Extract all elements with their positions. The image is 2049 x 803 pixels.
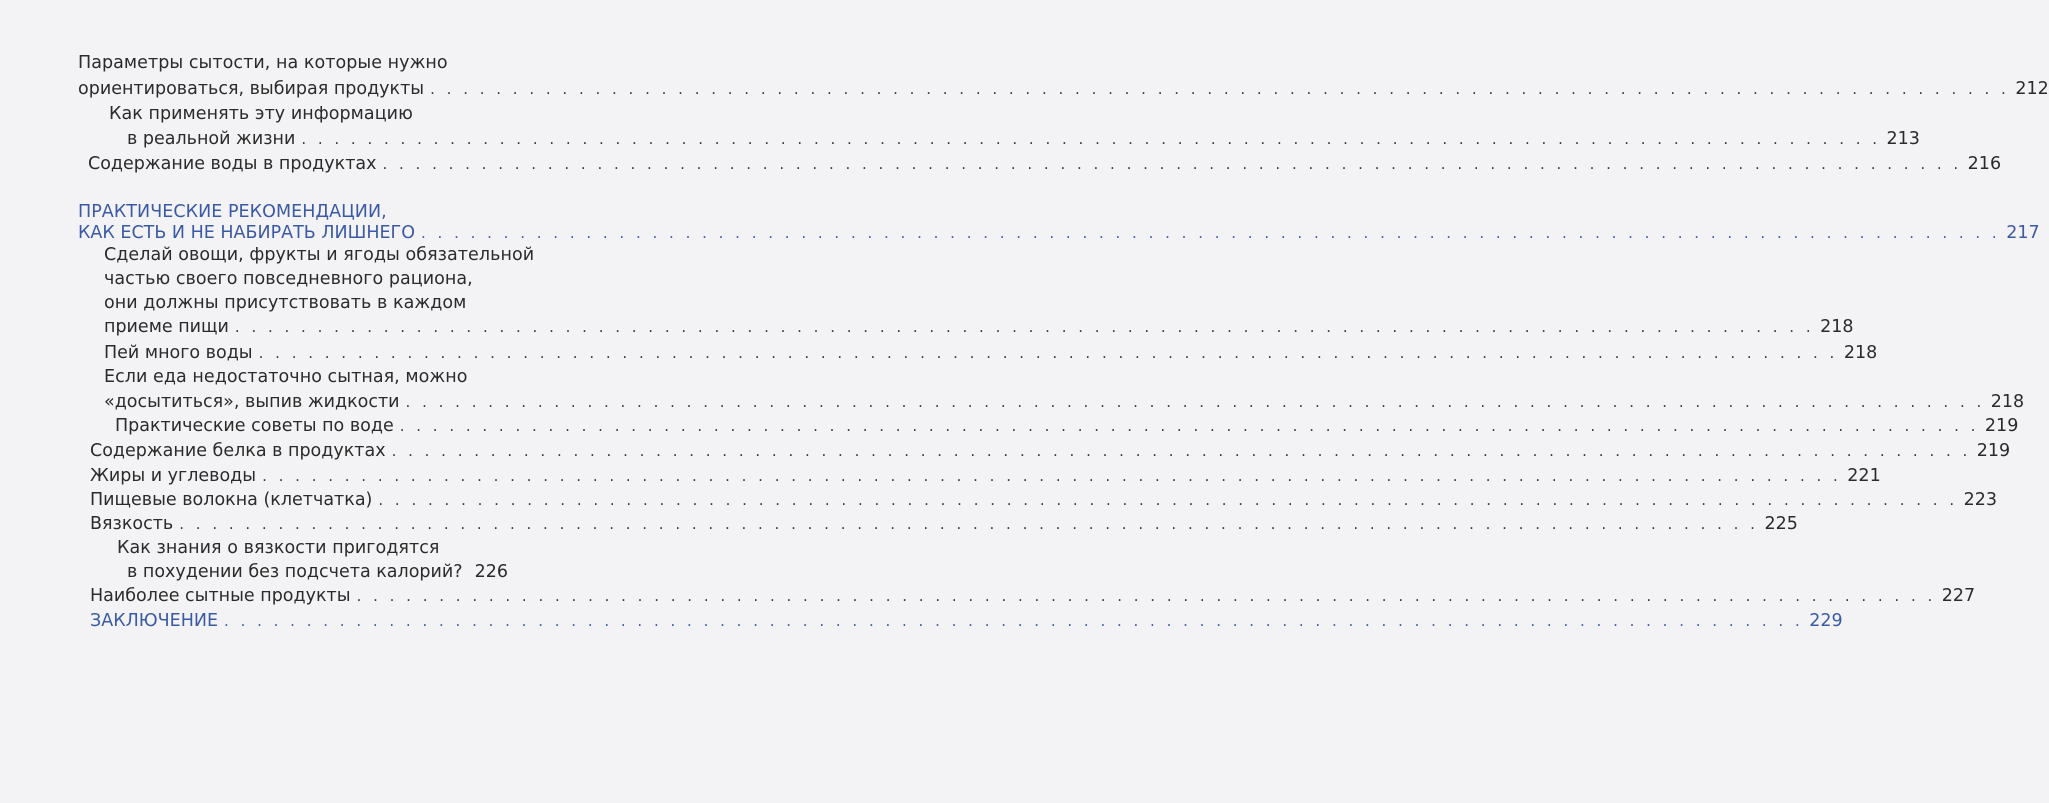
toc-entry[interactable]	[104, 342, 1878, 364]
toc-entry[interactable]	[78, 78, 2049, 100]
toc-entry-text: Наиболее сытные продукты	[90, 586, 351, 606]
leader-dots: . . . . . . . . . . . . . . . . . . . . . . . . . . . . . . . . . . . . . . . . . . . . . . . . . . . . . . . . . . . . . . . . . . . . . . . . . . . . . . . . . . . . . . . . . . . . . . . .	[262, 467, 1842, 485]
toc-entry[interactable]	[115, 415, 2019, 437]
page-number: 218	[1820, 317, 1854, 337]
toc-entry-text: Параметры сытости, на которые нужно	[78, 53, 448, 73]
toc-entry-text: Пищевые волокна (клетчатка)	[90, 490, 373, 510]
toc-entry-text: Если еда недостаточно сытная, можно	[104, 367, 468, 387]
toc-entry-text: частью своего повседневного рациона,	[104, 269, 473, 289]
toc-entry[interactable]	[104, 316, 1854, 338]
leader-dots: . . . . . . . . . . . . . . . . . . . . . . . . . . . . . . . . . . . . . . . . . . . . . . . . . . . . . . . . . . . . . . . . . . . . . . . . . . . . . . . . . . . . . . . . . . . . . . . .	[430, 80, 2010, 98]
toc-entry[interactable]	[90, 489, 1997, 511]
toc-section-entry[interactable]	[78, 222, 2040, 244]
leader-dots: . . . . . . . . . . . . . . . . . . . . . . . . . . . . . . . . . . . . . . . . . . . . . . . . . . . . . . . . . . . . . . . . . . . . . . . . . . . . . . . . . . . . . . . . . . . . . . . .	[399, 417, 1979, 435]
toc-entry-text: Содержание белка в продуктах	[90, 441, 386, 461]
toc-entry-text: Вязкость	[90, 514, 174, 534]
toc-entry-text: Содержание воды в продуктах	[88, 154, 377, 174]
leader-dots: . . . . . . . . . . . . . . . . . . . . . . . . . . . . . . . . . . . . . . . . . . . . . . . . . . . . . . . . . . . . . . . . . . . . . . . . . . . . . . . . . . . . . . . . . . . . . . . .	[258, 344, 1838, 362]
toc-entry-text: Жиры и углеводы	[90, 466, 257, 486]
toc-entry[interactable]	[90, 465, 1881, 487]
page-number: 225	[1764, 514, 1798, 534]
toc-section-entry[interactable]	[90, 610, 1843, 632]
leader-dots: . . . . . . . . . . . . . . . . . . . . . . . . . . . . . . . . . . . . . . . . . . . . . . . . . . . . . . . . . . . . . . . . . . . . . . . . . . . . . . . . . . . . . . . . . . . . . . . .	[224, 612, 1804, 630]
toc-entry-text: Сделай овощи, фрукты и ягоды обязательной	[104, 245, 535, 265]
section-heading: КАК ЕСТЬ И НЕ НАБИРАТЬ ЛИШНЕГО	[78, 223, 415, 243]
leader-dots: . . . . . . . . . . . . . . . . . . . . . . . . . . . . . . . . . . . . . . . . . . . . . . . . . . . . . . . . . . . . . . . . . . . . . . . . . . . . . . . . . . . . . . . . . . . . . . . .	[179, 515, 1759, 533]
page-number: 226	[474, 562, 508, 582]
leader-dots: . . . . . . . . . . . . . . . . . . . . . . . . . . . . . . . . . . . . . . . . . . . . . . . . . . . . . . . . . . . . . . . . . . . . . . . . . . . . . . . . . . . . . . . . . . . . . . . .	[234, 318, 1815, 336]
toc-entry[interactable]	[127, 128, 1920, 150]
toc-entry-text: они должны присутствовать в каждом	[104, 293, 467, 313]
toc-entry-text: в реальной жизни	[127, 129, 296, 149]
toc-entry[interactable]	[88, 153, 2002, 175]
page-number: 218	[1990, 392, 2025, 412]
toc-entry-text: в похудении без подсчета калорий?	[127, 562, 463, 582]
toc-entry-text: Как знания о вязкости пригодятся	[117, 538, 440, 558]
toc-entry[interactable]	[104, 391, 2025, 413]
toc-entry-text: приеме пищи	[104, 317, 229, 337]
leader-dots: . . . . . . . . . . . . . . . . . . . . . . . . . . . . . . . . . . . . . . . . . . . . . . . . . . . . . . . . . . . . . . . . . . . . . . . . . . . . . . . . . . . . . . . . . . . . . . . .	[391, 442, 1971, 460]
page-number: 219	[1984, 416, 2019, 436]
leader-dots: . . . . . . . . . . . . . . . . . . . . . . . . . . . . . . . . . . . . . . . . . . . . . . . . . . . . . . . . . . . . . . . . . . . . . . . . . . . . . . . . . . . . . . . . . . . . . . . .	[301, 130, 1881, 148]
leader-dots: . . . . . . . . . . . . . . . . . . . . . . . . . . . . . . . . . . . . . . . . . . . . . . . . . . . . . . . . . . . . . . . . . . . . . . . . . . . . . . . . . . . . . . . . . . . . . . . .	[378, 491, 1958, 509]
leader-dots: . . . . . . . . . . . . . . . . . . . . . . . . . . . . . . . . . . . . . . . . . . . . . . . . . . . . . . . . . . . . . . . . . . . . . . . . . . . . . . . . . . . . . . . . . . . . . . . .	[405, 393, 1985, 411]
toc-entry-text: Как применять эту информацию	[109, 104, 413, 124]
toc-entry-text: Пей много воды	[104, 343, 253, 363]
page-number: 212	[2015, 79, 2049, 99]
leader-dots: . . . . . . . . . . . . . . . . . . . . . . . . . . . . . . . . . . . . . . . . . . . . . . . . . . . . . . . . . . . . . . . . . . . . . . . . . . . . . . . . . . . . . . . . . . . . . . . .	[382, 155, 1962, 173]
page-number: 223	[1963, 490, 1997, 510]
page-number: 229	[1809, 611, 1843, 631]
page-number: 217	[2006, 223, 2040, 243]
page-number: 218	[1843, 343, 1878, 363]
toc-entry-text: Практические советы по воде	[115, 416, 394, 436]
section-heading: ПРАКТИЧЕСКИЕ РЕКОМЕНДАЦИИ,	[78, 202, 387, 222]
section-heading: ЗАКЛЮЧЕНИЕ	[90, 611, 219, 631]
leader-dots: . . . . . . . . . . . . . . . . . . . . . . . . . . . . . . . . . . . . . . . . . . . . . . . . . . . . . . . . . . . . . . . . . . . . . . . . . . . . . . . . . . . . . . . . . . . . . . . .	[356, 587, 1936, 605]
page-number: 227	[1941, 586, 1976, 606]
page-number: 213	[1886, 129, 1920, 149]
toc-entry[interactable]	[127, 561, 508, 583]
leader-dots: . . . . . . . . . . . . . . . . . . . . . . . . . . . . . . . . . . . . . . . . . . . . . . . . . . . . . . . . . . . . . . . . . . . . . . . . . . . . . . . . . . . . . . . . . . . . . . . .	[421, 224, 2001, 242]
page-number: 219	[1976, 441, 2011, 461]
toc-entry-text: «досытиться», выпив жидкости	[104, 392, 400, 412]
toc-entry[interactable]	[90, 513, 1798, 535]
toc-entry[interactable]	[90, 440, 2011, 462]
toc-entry[interactable]	[90, 585, 1976, 607]
toc-entry-text: ориентироваться, выбирая продукты	[78, 79, 425, 99]
page-number: 216	[1967, 154, 2002, 174]
page-number: 221	[1847, 466, 1881, 486]
